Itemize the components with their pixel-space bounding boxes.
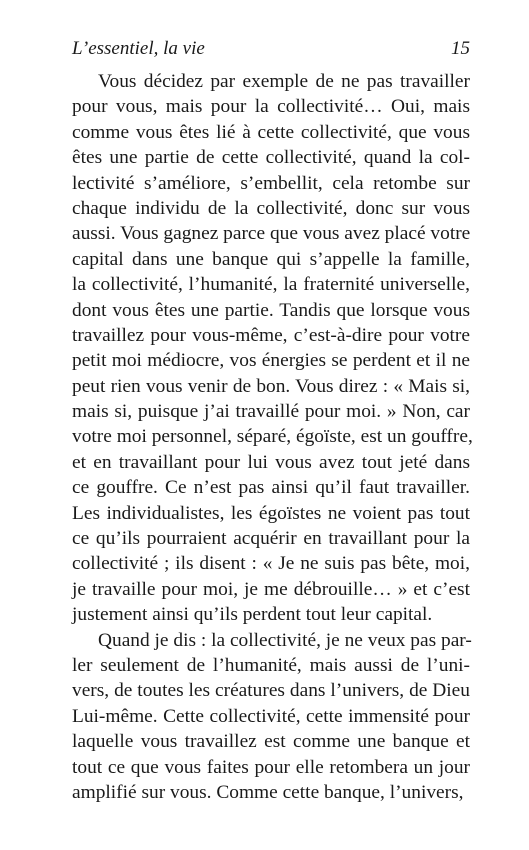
- body-text: [72, 69, 473, 805]
- running-title: L’essentiel, la vie: [72, 38, 205, 59]
- text-line: capital dans une banque qui s’appelle la famille,: [72, 248, 470, 270]
- text-line: je travaille pour moi, je me débrouille… » et c’est: [72, 578, 470, 600]
- text-line: et en travaillant pour lui vous avez tout jeté dans: [72, 451, 470, 473]
- text-line: Lui-même. Cette collectivité, cette immensité pour: [72, 705, 470, 727]
- text-line: ler seulement de l’humanité, mais aussi de l’uni-: [72, 654, 470, 676]
- paragraph: [72, 69, 473, 628]
- text-line: aussi. Vous gagnez parce que vous avez placé votre: [72, 223, 471, 245]
- text-line: lectivité s’améliore, s’embellit, cela retombe sur: [72, 172, 470, 194]
- text-line: ce qu’ils pourraient acquérir en travaillant pour la: [72, 528, 470, 550]
- text-line: vers, de toutes les créatures dans l’univers, de Dieu: [72, 680, 470, 702]
- running-head: [72, 36, 470, 62]
- text-line: comme vous êtes lié à cette collectivité, que vous: [72, 121, 470, 143]
- text-line: tout ce que vous faites pour elle retombera un jour: [72, 756, 470, 778]
- text-line: justement ainsi qu’ils perdent tout leur capital.: [72, 604, 433, 626]
- text-line: chaque individu de la collectivité, donc sur vous: [72, 197, 470, 219]
- book-page: [72, 36, 473, 805]
- text-line: Quand je dis : la collectivité, je ne veux pas par-: [98, 629, 472, 651]
- text-line: la collectivité, l’humanité, la fraternité universelle,: [72, 274, 470, 296]
- text-line: votre moi personnel, séparé, égoïste, est un gouffre,: [72, 426, 473, 448]
- text-line: laquelle vous travaillez est comme une banque et: [72, 731, 470, 753]
- text-line: êtes une partie de cette collectivité, quand la col-: [72, 147, 470, 169]
- text-line: travaillez pour vous-même, c’est-à-dire pour votre: [72, 324, 470, 346]
- text-line: mais si, puisque j’ai travaillé pour moi. » Non, car: [72, 401, 470, 423]
- text-line: peut rien vous venir de bon. Vous direz : « Mais si,: [72, 375, 470, 397]
- text-line: collectivité ; ils disent : « Je ne suis pas bête, moi,: [72, 553, 470, 575]
- text-line: Vous décidez par exemple de ne pas travailler: [98, 71, 470, 92]
- text-line: Les individualistes, les égoïstes ne voient pas tout: [72, 502, 470, 524]
- text-line: amplifié sur vous. Comme cette banque, l’univers,: [72, 781, 464, 803]
- text-line: dont vous êtes une partie. Tandis que lorsque vous: [72, 299, 470, 321]
- text-line: petit moi médiocre, vos énergies se perdent et il ne: [72, 350, 470, 372]
- page-number: 15: [451, 38, 470, 59]
- paragraph: [72, 628, 470, 806]
- text-line: pour vous, mais pour la collectivité… Oui, mais: [72, 96, 470, 118]
- text-line: ce gouffre. Ce n’est pas ainsi qu’il faut travailler.: [72, 477, 470, 499]
